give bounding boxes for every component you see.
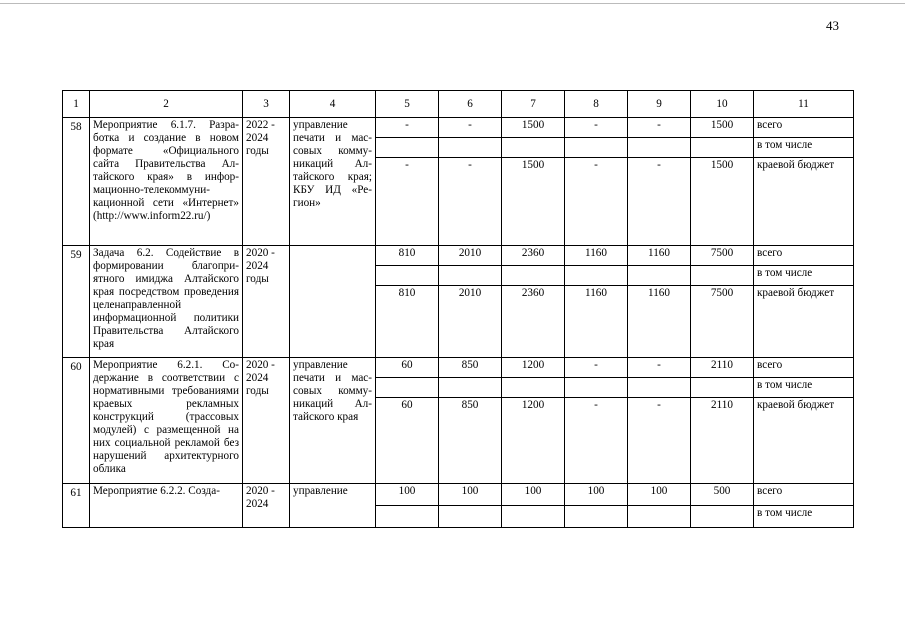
header-cell: 2	[90, 91, 243, 118]
amount-cell: -	[439, 158, 502, 246]
amount-cell: 1160	[628, 246, 691, 266]
funding-source-cell: всего	[754, 246, 854, 266]
amount-cell: 100	[376, 484, 439, 506]
amount-cell: 810	[376, 246, 439, 266]
header-cell: 5	[376, 91, 439, 118]
amount-cell: 850	[439, 398, 502, 484]
amount-cell: 60	[376, 358, 439, 378]
amount-cell: 1160	[565, 246, 628, 266]
amount-cell: 100	[565, 484, 628, 506]
table-row	[63, 358, 854, 378]
amount-cell: 7500	[691, 246, 754, 266]
amount-cell: -	[439, 118, 502, 138]
amount-cell: 500	[691, 484, 754, 506]
amount-cell: 810	[376, 286, 439, 358]
amount-cell: -	[565, 398, 628, 484]
amount-cell	[439, 378, 502, 398]
amount-cell	[691, 378, 754, 398]
amount-cell: 100	[439, 484, 502, 506]
amount-cell: 100	[502, 484, 565, 506]
amount-cell	[439, 138, 502, 158]
amount-cell: -	[628, 158, 691, 246]
period-cell: 2022 - 2024 годы	[243, 118, 290, 246]
amount-cell: 2110	[691, 398, 754, 484]
amount-cell	[565, 266, 628, 286]
amount-cell	[439, 266, 502, 286]
amount-cell: 7500	[691, 286, 754, 358]
period-cell: 2020 - 2024 годы	[243, 246, 290, 358]
funding-source-cell: всего	[754, 118, 854, 138]
amount-cell: 1200	[502, 358, 565, 378]
amount-cell	[376, 378, 439, 398]
table-row	[63, 246, 854, 266]
executor-cell	[290, 246, 376, 358]
amount-cell	[502, 138, 565, 158]
header-cell: 7	[502, 91, 565, 118]
page-number: 43	[826, 18, 839, 33]
amount-cell: 1160	[628, 286, 691, 358]
table-row	[63, 118, 854, 138]
amount-cell: 1500	[691, 158, 754, 246]
amount-cell: -	[565, 158, 628, 246]
column-number-row	[63, 91, 854, 118]
amount-cell: 2010	[439, 286, 502, 358]
row-number-cell: 59	[63, 246, 90, 358]
funding-source-cell: в том числе	[754, 506, 854, 528]
amount-cell	[691, 266, 754, 286]
amount-cell: 1500	[502, 118, 565, 138]
funding-source-cell: краевой бюджет	[754, 286, 854, 358]
header-cell: 6	[439, 91, 502, 118]
amount-cell: 2360	[502, 286, 565, 358]
header-cell: 1	[63, 91, 90, 118]
period-cell: 2020 - 2024	[243, 484, 290, 528]
header-cell: 9	[628, 91, 691, 118]
amount-cell: 1500	[502, 158, 565, 246]
header-cell: 4	[290, 91, 376, 118]
amount-cell: -	[376, 158, 439, 246]
period-cell: 2020 - 2024 годы	[243, 358, 290, 484]
executor-cell: управление печати и массовых коммуникаций Алтайского края	[290, 358, 376, 484]
header-cell: 11	[754, 91, 854, 118]
header-cell: 3	[243, 91, 290, 118]
amount-cell: 100	[628, 484, 691, 506]
amount-cell	[565, 378, 628, 398]
amount-cell	[376, 266, 439, 286]
amount-cell	[502, 506, 565, 528]
amount-cell: 2010	[439, 246, 502, 266]
header-cell: 8	[565, 91, 628, 118]
amount-cell: -	[565, 118, 628, 138]
amount-cell: 1500	[691, 118, 754, 138]
amount-cell: 1160	[565, 286, 628, 358]
activity-name-cell: Мероприятие 6.2.2. Созда-	[90, 484, 243, 528]
amount-cell: -	[628, 358, 691, 378]
amount-cell: -	[565, 358, 628, 378]
amount-cell	[628, 506, 691, 528]
amount-cell	[628, 266, 691, 286]
activity-name-cell: Мероприятие 6.2.1. Содержание в соответствии с нормативными требованиями краевых рекламных конструкций (трассовых модулей) с размещенной на них социальной рекламой без нарушений архитектурного облика	[90, 358, 243, 484]
amount-cell	[691, 138, 754, 158]
amount-cell	[376, 506, 439, 528]
amount-cell	[502, 378, 565, 398]
scan-edge-line	[0, 3, 905, 4]
amount-cell	[565, 138, 628, 158]
amount-cell: -	[376, 118, 439, 138]
amount-cell: 2360	[502, 246, 565, 266]
executor-cell: управление печати и массовых коммуникаций Алтайского края; КБУ ИД «Регион»	[290, 118, 376, 246]
row-number-cell: 61	[63, 484, 90, 528]
amount-cell	[691, 506, 754, 528]
amount-cell: -	[628, 398, 691, 484]
funding-source-cell: всего	[754, 358, 854, 378]
amount-cell	[376, 138, 439, 158]
funding-source-cell: всего	[754, 484, 854, 506]
amount-cell: 2110	[691, 358, 754, 378]
row-number-cell: 60	[63, 358, 90, 484]
executor-cell: управление	[290, 484, 376, 528]
amount-cell: 1200	[502, 398, 565, 484]
funding-source-cell: в том числе	[754, 378, 854, 398]
funding-source-cell: краевой бюджет	[754, 158, 854, 246]
header-cell: 10	[691, 91, 754, 118]
activity-name-cell: Задача 6.2. Содействие в формировании благоприятного имиджа Алтайского края посредством проведения целенаправленной информационной политики Правительства Алтайского края	[90, 246, 243, 358]
row-number-cell: 58	[63, 118, 90, 246]
amount-cell	[628, 138, 691, 158]
activity-name-cell: Мероприятие 6.1.7. Разработка и создание в новом формате «Официального сайта Правительства Алтайского края» в информационно-телекоммуникационной сети «Интернет» (http://www.inform22.ru/)	[90, 118, 243, 246]
amount-cell	[628, 378, 691, 398]
amount-cell: -	[628, 118, 691, 138]
funding-source-cell: краевой бюджет	[754, 398, 854, 484]
funding-source-cell: в том числе	[754, 266, 854, 286]
amount-cell: 850	[439, 358, 502, 378]
amount-cell	[439, 506, 502, 528]
table-row	[63, 484, 854, 506]
amount-cell	[565, 506, 628, 528]
funding-source-cell: в том числе	[754, 138, 854, 158]
program-table	[62, 90, 854, 528]
amount-cell: 60	[376, 398, 439, 484]
amount-cell	[502, 266, 565, 286]
